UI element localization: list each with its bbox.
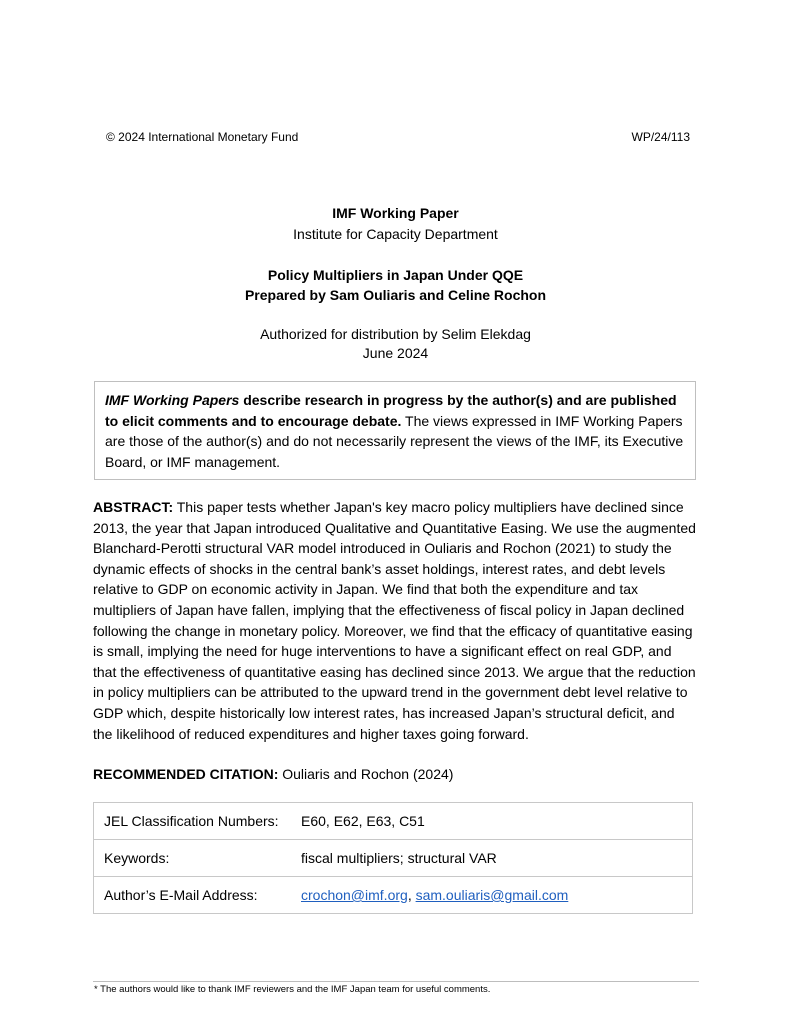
- citation-text: Ouliaris and Rochon (2024): [278, 766, 454, 782]
- table-row: [94, 803, 693, 840]
- paper-number: WP/24/113: [631, 130, 690, 144]
- footnote-divider: [93, 981, 699, 982]
- disclaimer-lead: IMF Working Papers: [105, 392, 240, 408]
- paper-title: Policy Multipliers in Japan Under QQE: [267, 267, 524, 283]
- email-label: Author’s E-Mail Address:: [94, 877, 298, 914]
- abstract-label: ABSTRACT:: [93, 499, 174, 515]
- copyright-notice: © 2024 International Monetary Fund: [106, 130, 299, 144]
- keywords-value: fiscal multipliers; structural VAR: [297, 840, 693, 877]
- keywords-label: Keywords:: [94, 840, 298, 877]
- footnote: * The authors would like to thank IMF reviewers and the IMF Japan team for useful comments.: [94, 984, 491, 995]
- citation-label: RECOMMENDED CITATION:: [93, 766, 279, 782]
- email-link-ouliaris[interactable]: sam.ouliaris@gmail.com: [415, 887, 569, 903]
- table-row: [94, 840, 693, 877]
- abstract-text: This paper tests whether Japan's key macro policy multipliers have declined since 2013, the year that Japan introduced Qualitative and Quantitative Easing. We use the augmented Blanchard-Perotti structural VAR model introduced in Ouliaris and Rochon (2021) to study the dynamic effects of shocks in the central bank’s asset holdings, interest rates, and debt levels relative to GDP on economic activity in Japan. We find that both the expenditure and tax multipliers of Japan have fallen, implying that the effectiveness of fiscal policy in Japan declined following the change in monetary policy. Moreover, we find that the efficacy of quantitative easing is small, implying the need for huge interventions to have a significant effect on real GDP, and that the effectiveness of quantitative easing has declined since 2013. We argue that the reduction in policy multipliers can be attributed to the upward trend in the government debt level relative to GDP which, despite historically low interest rates, has increased Japan’s structural deficit, and the likelihood of reduced expenditures and higher taxes going forward.: [93, 499, 696, 742]
- disclaimer-box: [94, 381, 696, 480]
- email-link-crochon[interactable]: crochon@imf.org: [301, 887, 408, 903]
- table-row: [94, 877, 693, 914]
- email-separator: ,: [407, 887, 416, 903]
- paper-info-table: [93, 802, 693, 914]
- jel-label: JEL Classification Numbers:: [94, 803, 298, 840]
- authorized-line: Authorized for distribution by Selim Elekdag: [260, 326, 531, 342]
- department: Institute for Capacity Department: [293, 226, 498, 242]
- email-value: [297, 877, 693, 914]
- series-title: IMF Working Paper: [332, 205, 459, 221]
- jel-value: E60, E62, E63, C51: [297, 803, 693, 840]
- publication-date: June 2024: [362, 345, 429, 361]
- disclaimer-text: The views expressed in IMF Working Papers are those of the author(s) and do not necessarily represent the views of the IMF, its Executive Board, or IMF management.: [105, 412, 684, 470]
- abstract: [93, 497, 697, 744]
- recommended-citation: [93, 764, 453, 784]
- disclaimer-bold: describe research in progress by the author(s) and are published to elicit comments and to encourage debate.: [105, 392, 677, 429]
- authors-line: Prepared by Sam Ouliaris and Celine Rochon: [244, 287, 547, 303]
